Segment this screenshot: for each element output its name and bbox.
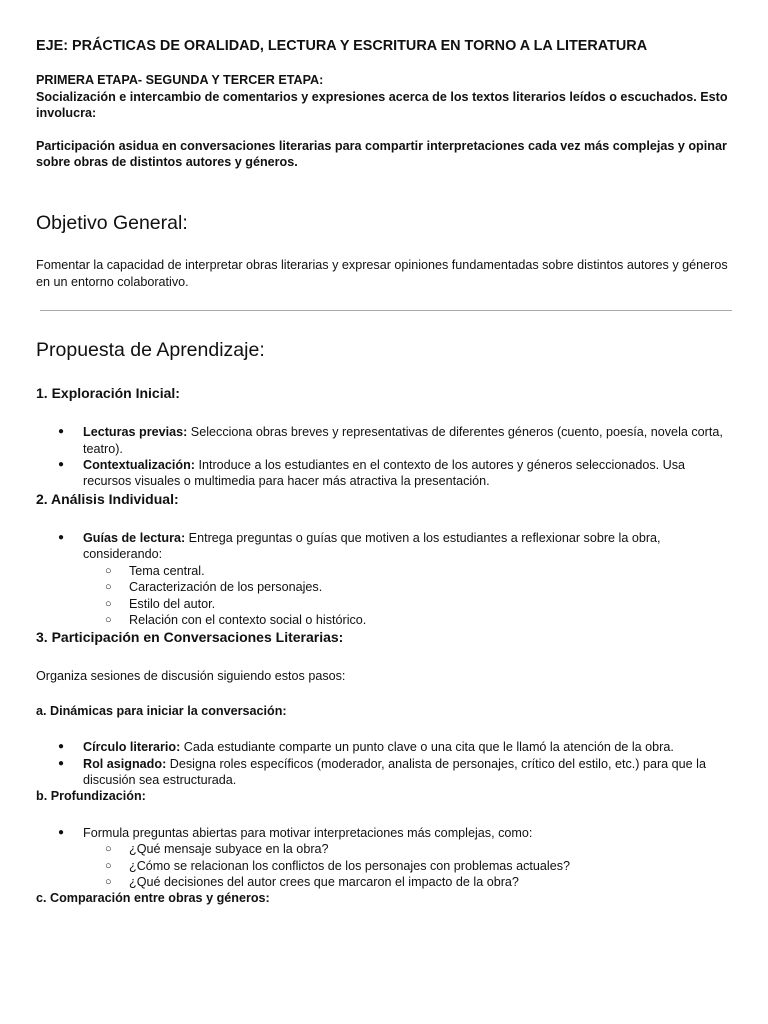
item-text: Cada estudiante comparte un punto clave o una cita que le llamó la atención de la obra.: [180, 740, 674, 755]
item-text: Designa roles específicos (moderador, analista de personajes, crítico del estilo, etc.) para que la discusión sea estructurada.: [83, 756, 706, 787]
list-item: [36, 825, 736, 891]
item-label: Lecturas previas:: [83, 425, 188, 440]
sub-list-item: ○ ¿Qué decisiones del autor crees que marcaron el impacto de la obra?: [83, 874, 736, 890]
sub-list-item: ○ Estilo del autor.: [83, 596, 736, 612]
section-1-list: [36, 424, 736, 490]
stage-heading: PRIMERA ETAPA- SEGUNDA Y TERCER ETAPA:: [36, 73, 324, 88]
section-2-list: [36, 530, 736, 628]
section-2-heading: 2. Análisis Individual:: [36, 490, 179, 507]
item-label: Guías de lectura:: [83, 530, 186, 545]
section-3-heading: 3. Participación en Conversaciones Literarias:: [36, 629, 344, 646]
section-3-intro: Organiza sesiones de discusión siguiendo estos pasos:: [36, 669, 346, 684]
objetivo-text: Fomentar la capacidad de interpretar obras literarias y expresar opiniones fundamentadas sobre distintos autores y géneros en un entorno colaborativo.: [36, 258, 728, 289]
item-text: Introduce a los estudiantes en el contexto de los autores y géneros seleccionados. Usa recursos visuales o multimedia para hacer más atractiva la presentación.: [83, 458, 686, 489]
document-body: [36, 38, 736, 927]
sub-list-item: ○ ¿Qué mensaje subyace en la obra?: [83, 841, 736, 857]
objetivo-heading: Objetivo General:: [36, 212, 188, 235]
document-title: EJE: PRÁCTICAS DE ORALIDAD, LECTURA Y ESCRITURA EN TORNO A LA LITERATURA: [36, 38, 648, 54]
sub-list-item: ○ ¿Cómo se relacionan los conflictos de los personajes con problemas actuales?: [83, 858, 736, 874]
item-text: Entrega preguntas o guías que motiven a los estudiantes a reflexionar sobre la obra, considerando:: [83, 530, 661, 562]
propuesta-heading: Propuesta de Aprendizaje:: [36, 339, 265, 362]
list-item: [36, 739, 736, 755]
sub-list-item: ○ Relación con el contexto social o histórico.: [83, 612, 736, 628]
section-divider: [40, 310, 732, 311]
subsection-a-heading: a. Dinámicas para iniciar la conversación:: [36, 703, 287, 718]
subsection-c-heading: c. Comparación entre obras y géneros:: [36, 891, 270, 906]
list-item: [36, 530, 736, 628]
section-1-heading: 1. Exploración Inicial:: [36, 385, 180, 402]
intro-section: [36, 72, 736, 170]
intro-line: Socialización e intercambio de comentarios y expresiones acerca de los textos literarios leídos o escuchados. Esto involucra:: [36, 89, 728, 121]
item-text: Formula preguntas abiertas para motivar interpretaciones más complejas, como:: [83, 825, 533, 840]
subsection-a-list: [36, 739, 736, 788]
list-item: [36, 457, 736, 490]
item-label: Rol asignado:: [83, 756, 167, 771]
item-label: Contextualización:: [83, 458, 195, 473]
subsection-b-list: [36, 825, 736, 891]
item-text: Selecciona obras breves y representativas de diferentes géneros (cuento, poesía, novela corta, teatro).: [83, 425, 723, 456]
list-item: [36, 756, 736, 789]
item-label: Círculo literario:: [83, 740, 181, 755]
subsection-b-sublist: [83, 841, 736, 890]
list-item: [36, 424, 736, 457]
intro-participation: Participación asidua en conversaciones literarias para compartir interpretaciones cada vez más complejas y opinar sobre obras de distintos autores y géneros.: [36, 138, 727, 170]
section-2-sublist: [83, 563, 736, 629]
subsection-b-heading: b. Profundización:: [36, 789, 146, 804]
sub-list-item: ○ Tema central.: [83, 563, 736, 579]
sub-list-item: ○ Caracterización de los personajes.: [83, 579, 736, 595]
